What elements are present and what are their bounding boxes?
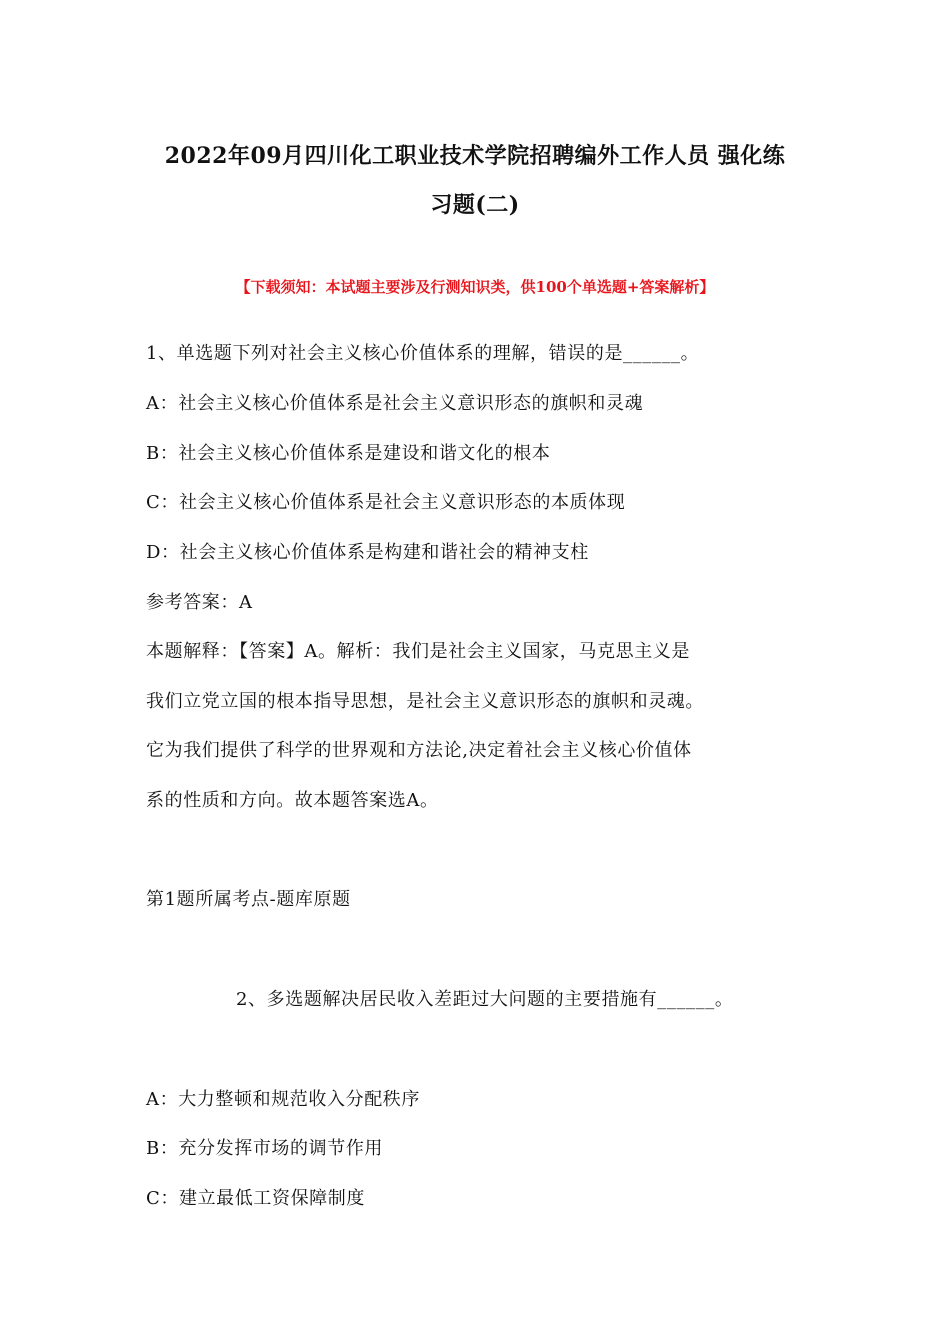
- question-1-explanation-line-1: 本题解释：【答案】A。解析：我们是社会主义国家，马克思主义是: [146, 641, 690, 662]
- document-title-line-1: 2022年09月四川化工职业技术学院招聘编外工作人员 强化练: [164, 143, 786, 169]
- question-2-option-c: C：建立最低工资保障制度: [146, 1188, 365, 1209]
- question-1-option-c: C：社会主义核心价值体系是社会主义意识形态的本质体现: [146, 492, 626, 513]
- question-2-option-b: B：充分发挥市场的调节作用: [146, 1138, 384, 1159]
- question-2-stem: 2、多选题解决居民收入差距过大问题的主要措施有______。: [236, 989, 734, 1010]
- question-1-explanation-line-4: 系的性质和方向。故本题答案选A。: [146, 790, 439, 811]
- question-1-option-b: B：社会主义核心价值体系是建设和谐文化的根本: [146, 443, 551, 464]
- question-1-option-d: D：社会主义核心价值体系是构建和谐社会的精神支柱: [146, 542, 589, 563]
- question-1-explanation-line-2: 我们立党立国的根本指导思想，是社会主义意识形态的旗帜和灵魂。: [146, 691, 704, 712]
- download-notice: 【下载须知：本试题主要涉及行测知识类，供100个单选题+答案解析】: [235, 278, 715, 296]
- question-1-option-a: A：社会主义核心价值体系是社会主义意识形态的旗帜和灵魂: [146, 393, 644, 414]
- question-2-option-a: A：大力整顿和规范收入分配秩序: [146, 1089, 420, 1110]
- question-1-point: 第1题所属考点-题库原题: [146, 889, 351, 910]
- document-title-line-2: 习题(二): [430, 192, 520, 218]
- question-1-explanation-line-3: 它为我们提供了科学的世界观和方法论,决定着社会主义核心价值体: [146, 740, 692, 761]
- question-1-answer: 参考答案：A: [146, 592, 253, 613]
- question-1-stem: 1、单选题下列对社会主义核心价值体系的理解，错误的是______。: [146, 343, 700, 364]
